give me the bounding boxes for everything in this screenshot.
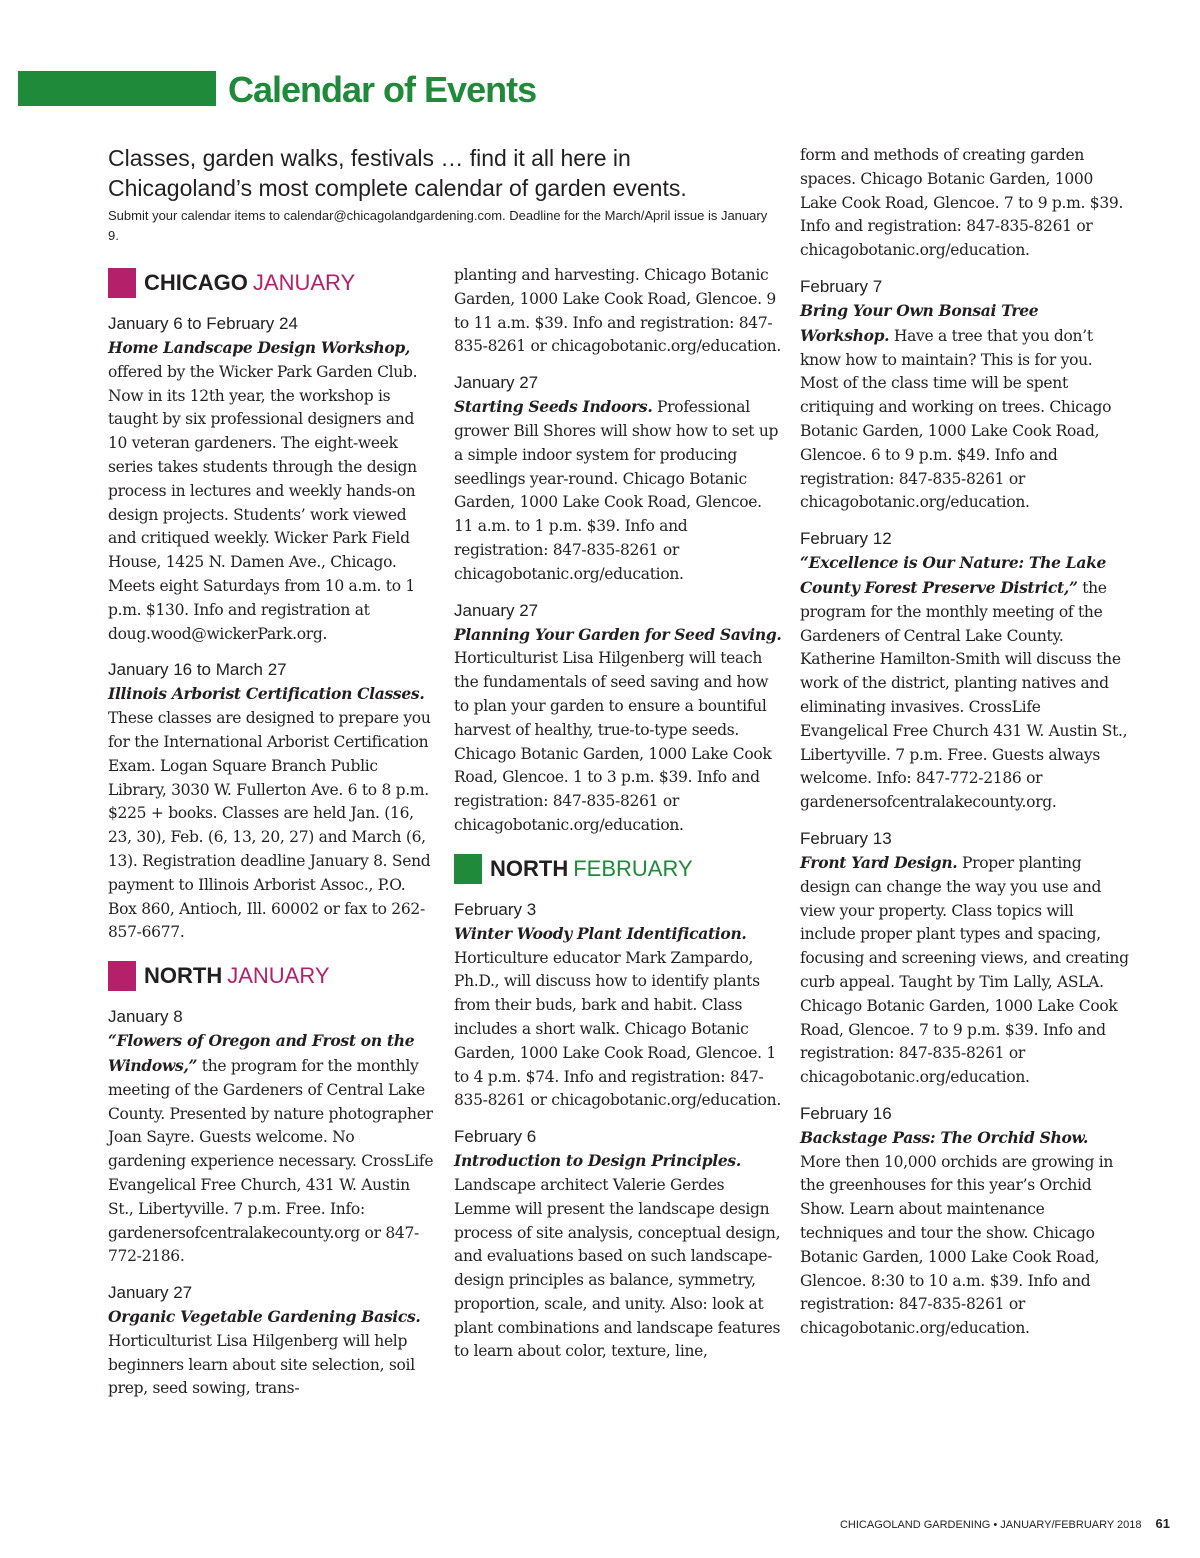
event-description (108, 1029, 434, 1269)
event-date: February 12 (800, 529, 892, 549)
submission-note: Submit your calendar items to calendar@chicagolandgardening.com. Deadline for the March/April issue is January 9. (108, 208, 768, 243)
event-item (800, 827, 1130, 1090)
event-description (108, 336, 434, 646)
section-month: JANUARY (252, 270, 356, 295)
event-text: Horticulturist Lisa Hilgenberg will teach the fundamentals of seed saving and how to plan your garden to ensure a bountiful harvest of healthy, true-to-type seeds. Chicago Botanic Garden, 1000 Lake Cook Road, Glencoe. 1 to 3 p.m. $39. Info and registration: 847-835-8261 or chicagobotanic.org/education. (454, 649, 772, 834)
page-title: Calendar of Events (228, 69, 537, 110)
event-item (800, 1102, 1130, 1341)
column-2 (454, 264, 784, 1376)
event-title: Winter Woody Plant Identification. (454, 923, 747, 943)
event-date: January 27 (454, 600, 539, 620)
event-list (454, 371, 784, 838)
event-item (800, 275, 1130, 515)
event-description (108, 1305, 434, 1401)
event-description (800, 1126, 1130, 1341)
title-accent-bar (18, 71, 216, 106)
event-title: “Flowers of Oregon and Frost on the Windows,” (108, 1031, 415, 1075)
event-date: February 16 (800, 1103, 892, 1123)
event-list (800, 275, 1130, 1341)
event-description (454, 623, 784, 838)
event-item (108, 658, 434, 945)
event-date: January 16 to March 27 (108, 660, 287, 680)
event-item (454, 599, 784, 838)
event-list (454, 898, 784, 1365)
event-continuation (800, 144, 1130, 263)
event-item (454, 371, 784, 586)
event-text: planting and harvesting. Chicago Botanic Garden, 1000 Lake Cook Road, Glencoe. 9 to 11 a.m. $39. Info and registration: 847-835-8261 or chicagobotanic.org/education. (454, 266, 781, 356)
event-description (454, 395, 784, 586)
event-description (800, 551, 1130, 815)
event-date: February 3 (454, 899, 537, 919)
event-date: January 27 (108, 1283, 193, 1303)
column-1 (108, 264, 434, 1413)
event-item (108, 1005, 434, 1269)
event-text: Professional grower Bill Shores will show how to set up a simple indoor system for producing seedlings year-round. Chicago Botanic Garden, 1000 Lake Cook Road, Glencoe. 11 a.m. to 1 p.m. $39. Info and registration: 847-835-8261 or chicagobotanic.org/education. (454, 398, 779, 583)
event-title: Front Yard Design. (800, 852, 958, 872)
event-title: Backstage Pass: The Orchid Show. (800, 1127, 1089, 1147)
event-date: February 13 (800, 828, 892, 848)
event-continuation (454, 264, 784, 359)
event-title: Planning Your Garden for Seed Saving. (454, 624, 782, 644)
event-list (108, 1005, 434, 1401)
event-text: Horticulturist Lisa Hilgenberg will help beginners learn about site selection, soil prep, seed sowing, trans- (108, 1331, 415, 1398)
event-text: Landscape architect Valerie Gerdes Lemme will present the landscape design process of site analysis, conceptual design, and evaluations based on such landscape-design principles as balance, symmetry, proportion, scale, and unity. Also: look at plant combinations and landscape features to learn about color, texture, line, (454, 1175, 781, 1361)
section-marker (108, 961, 136, 991)
page-footer (830, 1517, 1170, 1532)
section-month: JANUARY (227, 963, 330, 989)
event-item (454, 898, 784, 1113)
event-text: Proper planting design can change the way you use and view your property. Class topics will include proper plant types and spacing, focusing and screening views, and creating curb appeal. Taught by Tim Lally, ASLA. Chicago Botanic Garden, 1000 Lake Cook Road, Glencoe. 7 to 9 p.m. $39. Info and registration: 847-835-8261 or chicagobotanic.org/education. (800, 853, 1129, 1087)
event-date: February 6 (454, 1127, 537, 1147)
event-text: More then 10,000 orchids are growing in the greenhouses for this year’s Orchid Show. Learn about maintenance techniques and tour the show. Chicago Botanic Garden, 1000 Lake Cook Road, Glencoe. 8:30 to 10 a.m. $39. Info and registration: 847-835-8261 or chicagobotanic.org/education. (800, 1152, 1114, 1338)
event-description (454, 922, 784, 1113)
event-item (108, 1281, 434, 1401)
section-header-north-february (454, 850, 784, 888)
event-title: Organic Vegetable Gardening Basics. (108, 1307, 421, 1327)
page-number: 61 (1155, 1516, 1170, 1531)
event-item (454, 1125, 784, 1364)
event-title: Starting Seeds Indoors. (454, 397, 653, 417)
event-item (800, 527, 1130, 815)
event-title: Bring Your Own Bonsai Tree Workshop. (800, 300, 1039, 345)
event-description (800, 299, 1130, 515)
event-text: Have a tree that you don’t know how to maintain? This is for you. Most of the class time will be spent critiquing and working on trees. Chicago Botanic Garden, 1000 Lake Cook Road, Glencoe. 6 to 9 p.m. $49. Info and registration: 847-835-8261 or chicagobotanic.org/education. (800, 326, 1112, 512)
event-description (800, 851, 1130, 1090)
event-item (108, 312, 434, 646)
event-text: Horticulture educator Mark Zampardo, Ph.D., will discuss how to identify plants from their buds, bark and habit. Class includes a short walk. Chicago Botanic Garden, 1000 Lake Cook Road, Glencoe. 1 to 4 p.m. $74. Info and registration: 847-835-8261 or chicagobotanic.org/education. (454, 948, 781, 1110)
event-title: “Excellence is Our Nature: The Lake County Forest Preserve District,” (800, 553, 1107, 597)
event-list (108, 312, 434, 945)
event-title: Home Landscape Design Workshop, (108, 338, 411, 357)
event-date: February 7 (800, 276, 883, 296)
event-title: Introduction to Design Principles. (454, 1151, 741, 1171)
event-date: January 8 (108, 1007, 183, 1027)
section-header-north-january (108, 957, 434, 995)
column-3 (800, 144, 1130, 1353)
event-text: the program for the monthly meeting of the Gardeners of Central Lake County. Presented by nature photographer Joan Sayre. Guests welcome. No gardening experience necessary. CrossLife Evangelical Free Church, 431 W. Austin St., Libertyville. 7 p.m. Free. Info: gardenersofcentralakecounty.org or 847- 772-2186. (108, 1056, 434, 1266)
section-region: NORTH (490, 855, 569, 881)
section-marker (108, 268, 136, 298)
event-date: January 6 to February 24 (108, 314, 298, 333)
event-text: These classes are designed to prepare you for the International Arborist Certification Exam. Logan Square Branch Public Library, 3030 W. Fullerton Ave. 6 to 8 p.m. $225 + books. Classes are held Jan. (16, 23, 30), Feb. (6, 13, 20, 27) and March (6, 13). Registration deadline January 8. Send payment to Illinois Arborist Assoc., P.O. Box 860, Antioch, Ill. 60002 or fax to 262-857-6677. (108, 709, 431, 942)
event-description (108, 682, 434, 945)
section-marker (454, 854, 482, 884)
section-header-chicago-january (108, 264, 434, 302)
section-region: NORTH (144, 963, 223, 989)
event-date: January 27 (454, 373, 539, 393)
event-description (454, 1149, 784, 1364)
publication-line: CHICAGOLAND GARDENING • JANUARY/FEBRUARY 2018 (839, 1519, 1142, 1531)
section-region: CHICAGO (144, 270, 248, 295)
event-text: the program for the monthly meeting of the Gardeners of Central Lake County. Katherine Hamilton-Smith will discuss the work of the district, planting natives and eliminating invasives. CrossLife Evangelical Free Church 431 W. Austin St., Libertyville. 7 p.m. Free. Guests always welcome. Info: 847-772-2186 or gardenersofcentralakecounty.org. (800, 578, 1128, 812)
event-text: form and methods of creating garden spaces. Chicago Botanic Garden, 1000 Lake Cook Road, Glencoe. 7 to 9 p.m. $39. Info and registration: 847-835-8261 or chicagobotanic.org/education. (800, 146, 1124, 260)
event-title: Illinois Arborist Certification Classes. (108, 684, 425, 704)
event-text: offered by the Wicker Park Garden Club. Now in its 12th year, the workshop is taught by six professional designers and 10 veteran gardeners. The eight-week series takes students through the design process in lectures and weekly hands-on design projects. Students’ work viewed and critiqued weekly. Wicker Park Field House, 1425 N. Damen Ave., Chicago. Meets eight Saturdays from 10 a.m. to 1 p.m. $130. Info and registration at doug.wood@wickerPark.org. (108, 362, 418, 643)
section-month: FEBRUARY (573, 855, 693, 881)
intro-text: Classes, garden walks, festivals … find it all here in Chicagoland’s most complete calendar of garden events. (108, 145, 687, 201)
